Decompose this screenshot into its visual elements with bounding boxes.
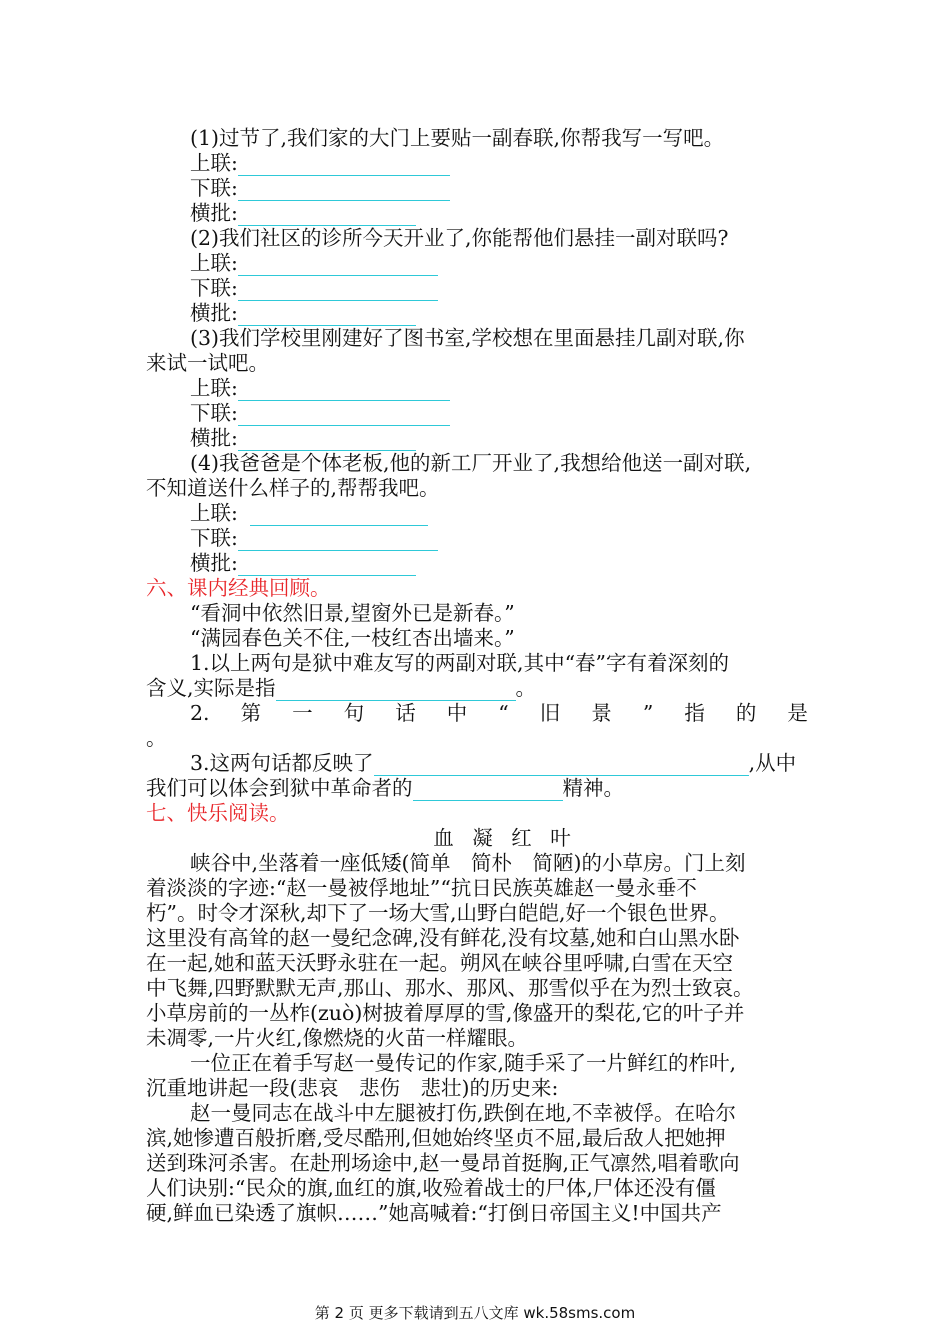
item-2-char: “ xyxy=(498,701,509,725)
paragraph-line: 朽”。时令才深秋,却下了一场大雪,山野白皑皑,好一个银色世界。 xyxy=(146,901,730,925)
paragraph-line: 这里没有高耸的赵一曼纪念碑,没有鲜花,没有坟墓,她和白山黑水卧 xyxy=(146,926,740,950)
paragraph-line: 未凋零,一片火红,像燃烧的火苗一样耀眼。 xyxy=(146,1026,529,1050)
paragraph-line: 送到珠河杀害。在赴刑场途中,赵一曼昂首挺胸,正气凛然,唱着歌向 xyxy=(146,1151,740,1175)
answer-blank[interactable] xyxy=(250,505,428,526)
q4-prompt-line1: (4)我爸爸是个体老板,他的新工厂开业了,我想给他送一副对联, xyxy=(190,451,752,475)
item-2-char: ” xyxy=(642,701,654,725)
answer-blank[interactable] xyxy=(238,255,438,276)
q4-lower-line xyxy=(0,526,950,551)
answer-blank[interactable] xyxy=(238,405,450,426)
section-7-heading: 七、快乐阅读。 xyxy=(146,801,290,825)
q2-lower-line xyxy=(0,276,950,301)
item-2-end: 。 xyxy=(146,726,167,750)
section-6-heading: 六、课内经典回顾。 xyxy=(146,576,331,600)
paragraph-line: 一位正在着手写赵一曼传记的作家,随手采了一片鲜红的柞叶, xyxy=(190,1051,737,1075)
label-lower: 下联: xyxy=(190,176,238,200)
item-2-char: 2. xyxy=(190,701,210,725)
quote-1: “看洞中依然旧景,望窗外已是新春。” xyxy=(190,601,515,625)
item-1-end: 。 xyxy=(515,676,537,700)
q3-prompt-line1: (3)我们学校里刚建好了图书室,学校想在里面悬挂几副对联,你 xyxy=(190,326,745,350)
paragraph-line: 在一起,她和蓝天沃野永驻在一起。朔风在峡谷里呼啸,白雪在天空 xyxy=(146,951,734,975)
item-2-char: 句 xyxy=(343,701,365,725)
answer-blank[interactable] xyxy=(238,205,416,226)
answer-blank[interactable] xyxy=(238,555,416,576)
paragraph-line: 硬,鲜血已染透了旗帜……”她高喊着:“打倒日帝国主义!中国共产 xyxy=(146,1201,722,1225)
answer-blank[interactable] xyxy=(238,305,416,326)
item-3-text-end: 精神。 xyxy=(562,776,624,800)
answer-blank[interactable] xyxy=(238,180,450,201)
answer-blank[interactable] xyxy=(238,380,450,401)
answer-blank[interactable] xyxy=(238,530,438,551)
label-upper: 上联: xyxy=(190,251,238,275)
item-2-char: 的 xyxy=(735,701,757,725)
q3-upper-line xyxy=(0,376,950,401)
item-2-char: 旧 xyxy=(539,701,561,725)
q3-lower-line xyxy=(0,401,950,426)
label-horizontal: 横批: xyxy=(190,426,238,450)
q1-prompt: (1)过节了,我们家的大门上要贴一副春联,你帮我写一写吧。 xyxy=(190,126,725,150)
paragraph-line: 人们诀别:“民众的旗,血红的旗,收殓着战士的尸体,尸体还没有僵 xyxy=(146,1176,716,1200)
reading-title: 血 凝 红 叶 xyxy=(433,826,577,850)
item-1-line2 xyxy=(0,676,950,701)
q1-upper-line xyxy=(0,151,950,176)
item-2-char: 第 xyxy=(240,701,262,725)
q4-prompt-line2: 不知道送什么样子的,帮帮我吧。 xyxy=(146,476,440,500)
label-upper: 上联: xyxy=(190,376,238,400)
page-footer: 第 2 页 更多下载请到五八文库 wk.58sms.com xyxy=(314,1304,636,1322)
paragraph-line: 沉重地讲起一段(悲哀 悲伤 悲壮)的历史来: xyxy=(146,1076,559,1100)
item-2-char: 指 xyxy=(684,701,705,725)
q3-prompt-line2: 来试一试吧。 xyxy=(146,351,269,375)
answer-blank[interactable] xyxy=(413,780,563,801)
q1-lower-line xyxy=(0,176,950,201)
answer-blank[interactable] xyxy=(276,680,516,701)
item-2-char: 景 xyxy=(591,701,612,725)
item-2-line1 xyxy=(190,701,808,726)
label-horizontal: 横批: xyxy=(190,551,238,575)
item-2-char: 话 xyxy=(395,701,416,725)
paragraph-line: 中飞舞,四野默默无声,那山、那水、那风、那雪似乎在为烈士致哀。 xyxy=(146,976,754,1000)
q2-prompt: (2)我们社区的诊所今天开业了,你能帮他们悬挂一副对联吗? xyxy=(190,226,729,250)
paragraph-line: 滨,她惨遭百般折磨,受尽酷刑,但她始终坚贞不屈,最后敌人把她押 xyxy=(146,1126,726,1150)
item-3-text-end: ,从中 xyxy=(748,751,797,775)
label-lower: 下联: xyxy=(190,276,238,300)
q1-horizontal-line xyxy=(0,201,950,226)
q4-upper-line xyxy=(0,501,950,526)
item-2-char: 一 xyxy=(292,701,313,725)
paragraph-line: 峡谷中,坐落着一座低矮(简单 简朴 简陋)的小草房。门上刻 xyxy=(190,851,746,875)
item-1-text: 含义,实际是指 xyxy=(146,676,276,700)
item-3-line2 xyxy=(0,776,950,801)
label-upper: 上联: xyxy=(190,501,238,525)
item-3-text: 我们可以体会到狱中革命者的 xyxy=(146,776,413,800)
q4-horizontal-line xyxy=(0,551,950,576)
q2-horizontal-line xyxy=(0,301,950,326)
item-1-line1: 1.以上两句是狱中难友写的两副对联,其中“春”字有着深刻的 xyxy=(190,651,730,675)
item-2-char: 是 xyxy=(787,701,808,725)
label-horizontal: 横批: xyxy=(190,301,238,325)
answer-blank[interactable] xyxy=(238,155,450,176)
paragraph-line: 赵一曼同志在战斗中左腿被打伤,跌倒在地,不幸被俘。在哈尔 xyxy=(190,1101,737,1125)
q2-upper-line xyxy=(0,251,950,276)
item-2-char: 中 xyxy=(446,701,468,725)
label-lower: 下联: xyxy=(190,526,238,550)
quote-2: “满园春色关不住,一枝红杏出墙来。” xyxy=(190,626,515,650)
item-3-line1 xyxy=(0,751,950,776)
answer-blank[interactable] xyxy=(238,280,438,301)
answer-blank[interactable] xyxy=(238,430,416,451)
label-upper: 上联: xyxy=(190,151,238,175)
label-horizontal: 横批: xyxy=(190,201,238,225)
paragraph-line: 着淡淡的字迹:“赵一曼被俘地址”“抗日民族英雄赵一曼永垂不 xyxy=(146,876,697,900)
label-lower: 下联: xyxy=(190,401,238,425)
answer-blank[interactable] xyxy=(374,755,749,776)
paragraph-line: 小草房前的一丛柞(zuò)树披着厚厚的雪,像盛开的梨花,它的叶子并 xyxy=(146,1001,745,1025)
q3-horizontal-line xyxy=(0,426,950,451)
item-3-text: 3.这两句话都反映了 xyxy=(190,751,374,775)
